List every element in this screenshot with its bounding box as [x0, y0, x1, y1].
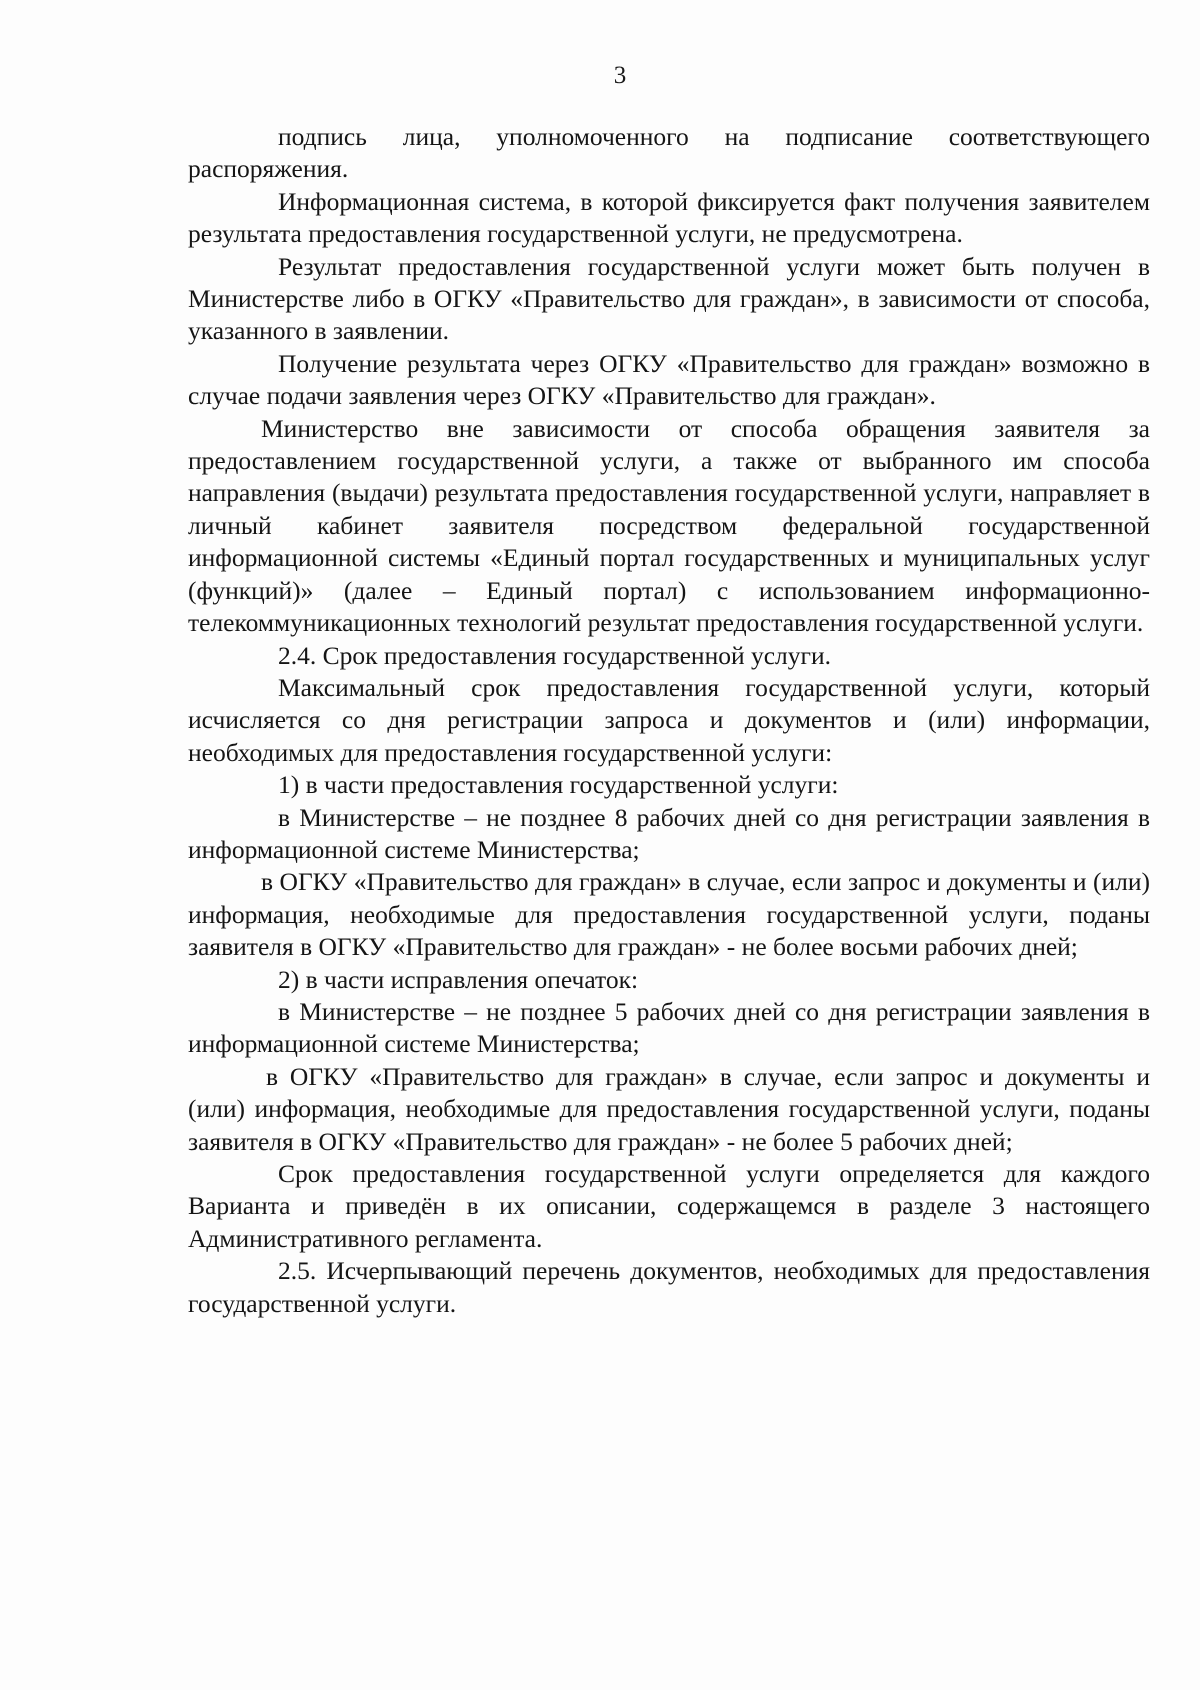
document-body	[188, 121, 1150, 1320]
paragraph: в ОГКУ «Правительство для граждан» в случае, если запрос и документы и (или) информация, необходимые для предоставления государственной услуги, поданы заявителя в ОГКУ «Правительство для граждан» - не более восьми рабочих дней;	[188, 867, 1150, 962]
list-item: 2) в части исправления опечаток:	[278, 964, 639, 994]
paragraph: Результат предоставления государственной услуги может быть получен в Министерстве либо в ОГКУ «Правительство для граждан», в зависимости от способа, указанного в заявлении.	[188, 251, 1150, 346]
paragraph: в Министерстве – не позднее 5 рабочих дней со дня регистрации заявления в информационной системе Министерства;	[188, 996, 1150, 1059]
paragraph: в ОГКУ «Правительство для граждан» в случае, если запрос и документы и (или) информация, необходимые для предоставления государственной услуги, поданы заявителя в ОГКУ «Правительство для граждан» - не более 5 рабочих дней;	[188, 1061, 1150, 1156]
paragraph: Срок предоставления государственной услуги определяется для каждого Варианта и приведён в их описании, содержащемся в разделе 3 настоящего Административного регламента.	[188, 1159, 1150, 1253]
paragraph: подпись лица, уполномоченного на подписание соответствующего распоряжения.	[188, 122, 1150, 184]
paragraph: Министерство вне зависимости от способа обращения заявителя за предоставлением государственной услуги, а также от выбранного им способа направления (выдачи) результата предоставления государственной услуги, направляет в личный кабинет заявителя посредством федеральной государственной информационной системы «Единый портал государственных и муниципальных услуг (функций)» (далее – Единый портал) с использованием информационно-телекоммуникационных технологий результат предоставления государственной услуги.	[188, 413, 1150, 638]
paragraph: Информационная система, в которой фиксируется факт получения заявителем результата предоставления государственной услуги, не предусмотрена.	[188, 186, 1150, 249]
paragraph: в Министерстве – не позднее 8 рабочих дней со дня регистрации заявления в информационной системе Министерства;	[188, 802, 1150, 864]
page-number: 3	[613, 62, 627, 89]
section-heading: 2.4. Срок предоставления государственной услуги.	[278, 640, 832, 670]
section-heading: 2.5. Исчерпывающий перечень документов, необходимых для предоставления государственной услуги.	[188, 1256, 1150, 1318]
paragraph: Максимальный срок предоставления государственной услуги, который исчисляется со дня регистрации запроса и документов и (или) информации, необходимых для предоставления государственной услуги:	[188, 672, 1150, 767]
paragraph: Получение результата через ОГКУ «Правительство для граждан» возможно в случае подачи заявления через ОГКУ «Правительство для граждан».	[188, 348, 1150, 411]
list-item: 1) в части предоставления государственной услуги:	[278, 770, 839, 800]
